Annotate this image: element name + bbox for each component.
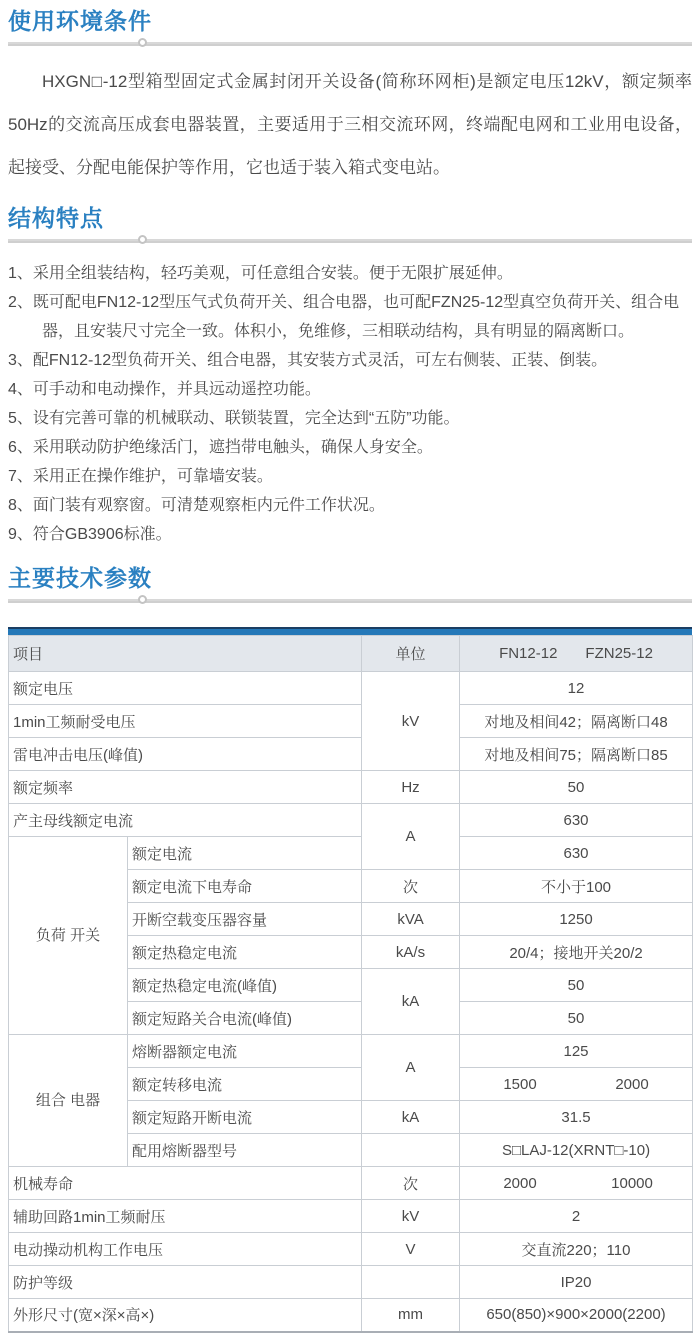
feature-item: 3、配FN12-12型负荷开关、组合电器，其安装方式灵活，可左右侧装、正装、倒装。	[8, 352, 608, 369]
param-value-cell: IP20	[460, 1266, 693, 1299]
param-label-cell: 雷电冲击电压(峰值)	[9, 738, 362, 771]
section-divider	[8, 599, 692, 603]
model-label: FZN25-12	[585, 645, 653, 662]
param-value-cell: 2	[460, 1200, 693, 1233]
section-divider	[8, 239, 692, 243]
param-value-cell: S□LAJ-12(XRNT□-10)	[460, 1134, 693, 1167]
table-row	[9, 1035, 693, 1068]
param-value-cell: 630	[460, 804, 693, 837]
param-unit-cell: mm	[362, 1299, 460, 1332]
param-unit-cell: A	[362, 1035, 460, 1101]
intro-paragraph: HXGN□-12型箱型固定式金属封闭开关设备(简称环网柜)是额定电压12kV，额定频率50Hz的交流高压成套电器装置，主要适用于三相交流环网，终端配电网和工业用电设备，起接受、分配电能保护等作用，它也适于装入箱式变电站。	[8, 72, 692, 177]
param-label-cell: 辅助回路1min工频耐压	[9, 1200, 362, 1233]
param-label-cell: 开断空载变压器容量	[128, 903, 362, 936]
param-label-cell: 额定电压	[9, 672, 362, 705]
param-label-cell: 额定短路关合电流(峰值)	[128, 1002, 362, 1035]
param-label-cell: 额定短路开断电流	[128, 1101, 362, 1134]
param-label-cell: 配用熔断器型号	[128, 1134, 362, 1167]
param-label-cell: 额定热稳定电流(峰值)	[128, 969, 362, 1002]
param-value-cell: 31.5	[460, 1101, 693, 1134]
col-header-item: 项目	[9, 636, 362, 672]
table-row	[9, 1167, 693, 1200]
section-divider	[8, 42, 692, 46]
param-unit-cell: kA/s	[362, 936, 460, 969]
table-row	[9, 1266, 693, 1299]
tech-table	[8, 635, 693, 1333]
param-value-cell	[460, 1167, 693, 1200]
feature-item: 6、采用联动防护绝缘活门，遮挡带电触头，确保人身安全。	[8, 439, 433, 456]
param-value-cell: 1250	[460, 903, 693, 936]
param-value-cell: 对地及相间75；隔离断口85	[460, 738, 693, 771]
param-label-cell: 防护等级	[9, 1266, 362, 1299]
param-value-cell: 20/4；接地开关20/2	[460, 936, 693, 969]
param-value-cell: 630	[460, 837, 693, 870]
param-value-cell: 50	[460, 771, 693, 804]
table-row	[9, 804, 693, 837]
param-unit-cell: kV	[362, 672, 460, 771]
feature-item: 8、面门装有观察窗。可清楚观察柜内元件工作状况。	[8, 497, 385, 514]
table-row	[9, 1200, 693, 1233]
param-unit-cell: 次	[362, 1167, 460, 1200]
feature-item: 2、既可配电FN12-12型压气式负荷开关、组合电器，也可配FZN25-12型真空负荷开关、组合电器，且安装尺寸完全一致。体积小，免维修，三相联动结构，具有明显的隔离断口。	[8, 294, 680, 340]
feature-item: 5、设有完善可靠的机械联动、联锁装置，完全达到“五防”功能。	[8, 410, 460, 427]
param-value-cell: 不小于100	[460, 870, 693, 903]
section-title-usage: 使用环境条件	[8, 8, 152, 34]
param-value-cell: 50	[460, 969, 693, 1002]
param-value-cell: 12	[460, 672, 693, 705]
table-top-bar	[8, 627, 692, 635]
param-label-cell: 产主母线额定电流	[9, 804, 362, 837]
param-group-cell: 负荷 开关	[9, 837, 128, 1035]
table-header-row	[9, 636, 693, 672]
param-value-part: 1500	[503, 1075, 537, 1093]
param-value-cell	[460, 1068, 693, 1101]
param-group-cell: 组合 电器	[9, 1035, 128, 1167]
param-unit-cell: kVA	[362, 903, 460, 936]
param-label-cell: 熔断器额定电流	[128, 1035, 362, 1068]
feature-item: 4、可手动和电动操作，并具远动遥控功能。	[8, 381, 321, 398]
param-label-cell: 外形尺寸(宽×深×高×)	[9, 1299, 362, 1332]
param-unit-cell: A	[362, 804, 460, 870]
param-unit-cell: Hz	[362, 771, 460, 804]
param-label-cell: 额定转移电流	[128, 1068, 362, 1101]
param-value-part: 2000	[503, 1174, 537, 1192]
feature-item: 1、采用全组装结构，轻巧美观，可任意组合安装。便于无限扩展延伸。	[8, 265, 513, 282]
param-unit-cell: kV	[362, 1200, 460, 1233]
param-label-cell: 电动操动机构工作电压	[9, 1233, 362, 1266]
param-unit-cell: kA	[362, 1101, 460, 1134]
divider-node-icon	[138, 38, 147, 47]
feature-item: 9、符合GB3906标准。	[8, 526, 172, 543]
param-value-part: 2000	[615, 1075, 649, 1093]
table-row	[9, 837, 693, 870]
param-label-cell: 额定频率	[9, 771, 362, 804]
param-value-cell: 50	[460, 1002, 693, 1035]
col-header-models	[460, 636, 693, 672]
param-value-cell: 对地及相间42；隔离断口48	[460, 705, 693, 738]
param-value-part: 10000	[611, 1174, 653, 1192]
param-unit-cell: 次	[362, 870, 460, 903]
section-title-structure: 结构特点	[8, 205, 104, 231]
table-row	[9, 771, 693, 804]
table-row	[9, 672, 693, 705]
divider-node-icon	[138, 595, 147, 604]
param-label-cell: 额定热稳定电流	[128, 936, 362, 969]
table-row	[9, 705, 693, 738]
feature-item: 7、采用正在操作维护，可靠墙安装。	[8, 468, 273, 485]
param-label-cell: 1min工频耐受电压	[9, 705, 362, 738]
table-row	[9, 1233, 693, 1266]
section-title-params: 主要技术参数	[8, 565, 152, 591]
param-label-cell: 额定电流	[128, 837, 362, 870]
table-row	[9, 1299, 693, 1332]
feature-list	[8, 259, 692, 549]
param-label-cell: 额定电流下电寿命	[128, 870, 362, 903]
param-label-cell: 机械寿命	[9, 1167, 362, 1200]
table-row	[9, 738, 693, 771]
param-value-cell: 125	[460, 1035, 693, 1068]
divider-node-icon	[138, 235, 147, 244]
param-unit-cell	[362, 1266, 460, 1299]
param-value-cell: 650(850)×900×2000(2200)	[460, 1299, 693, 1332]
param-unit-cell: V	[362, 1233, 460, 1266]
param-unit-cell	[362, 1134, 460, 1167]
param-unit-cell: kA	[362, 969, 460, 1035]
model-label: FN12-12	[499, 645, 558, 662]
col-header-unit: 单位	[362, 636, 460, 672]
param-value-cell: 交直流220；110	[460, 1233, 693, 1266]
